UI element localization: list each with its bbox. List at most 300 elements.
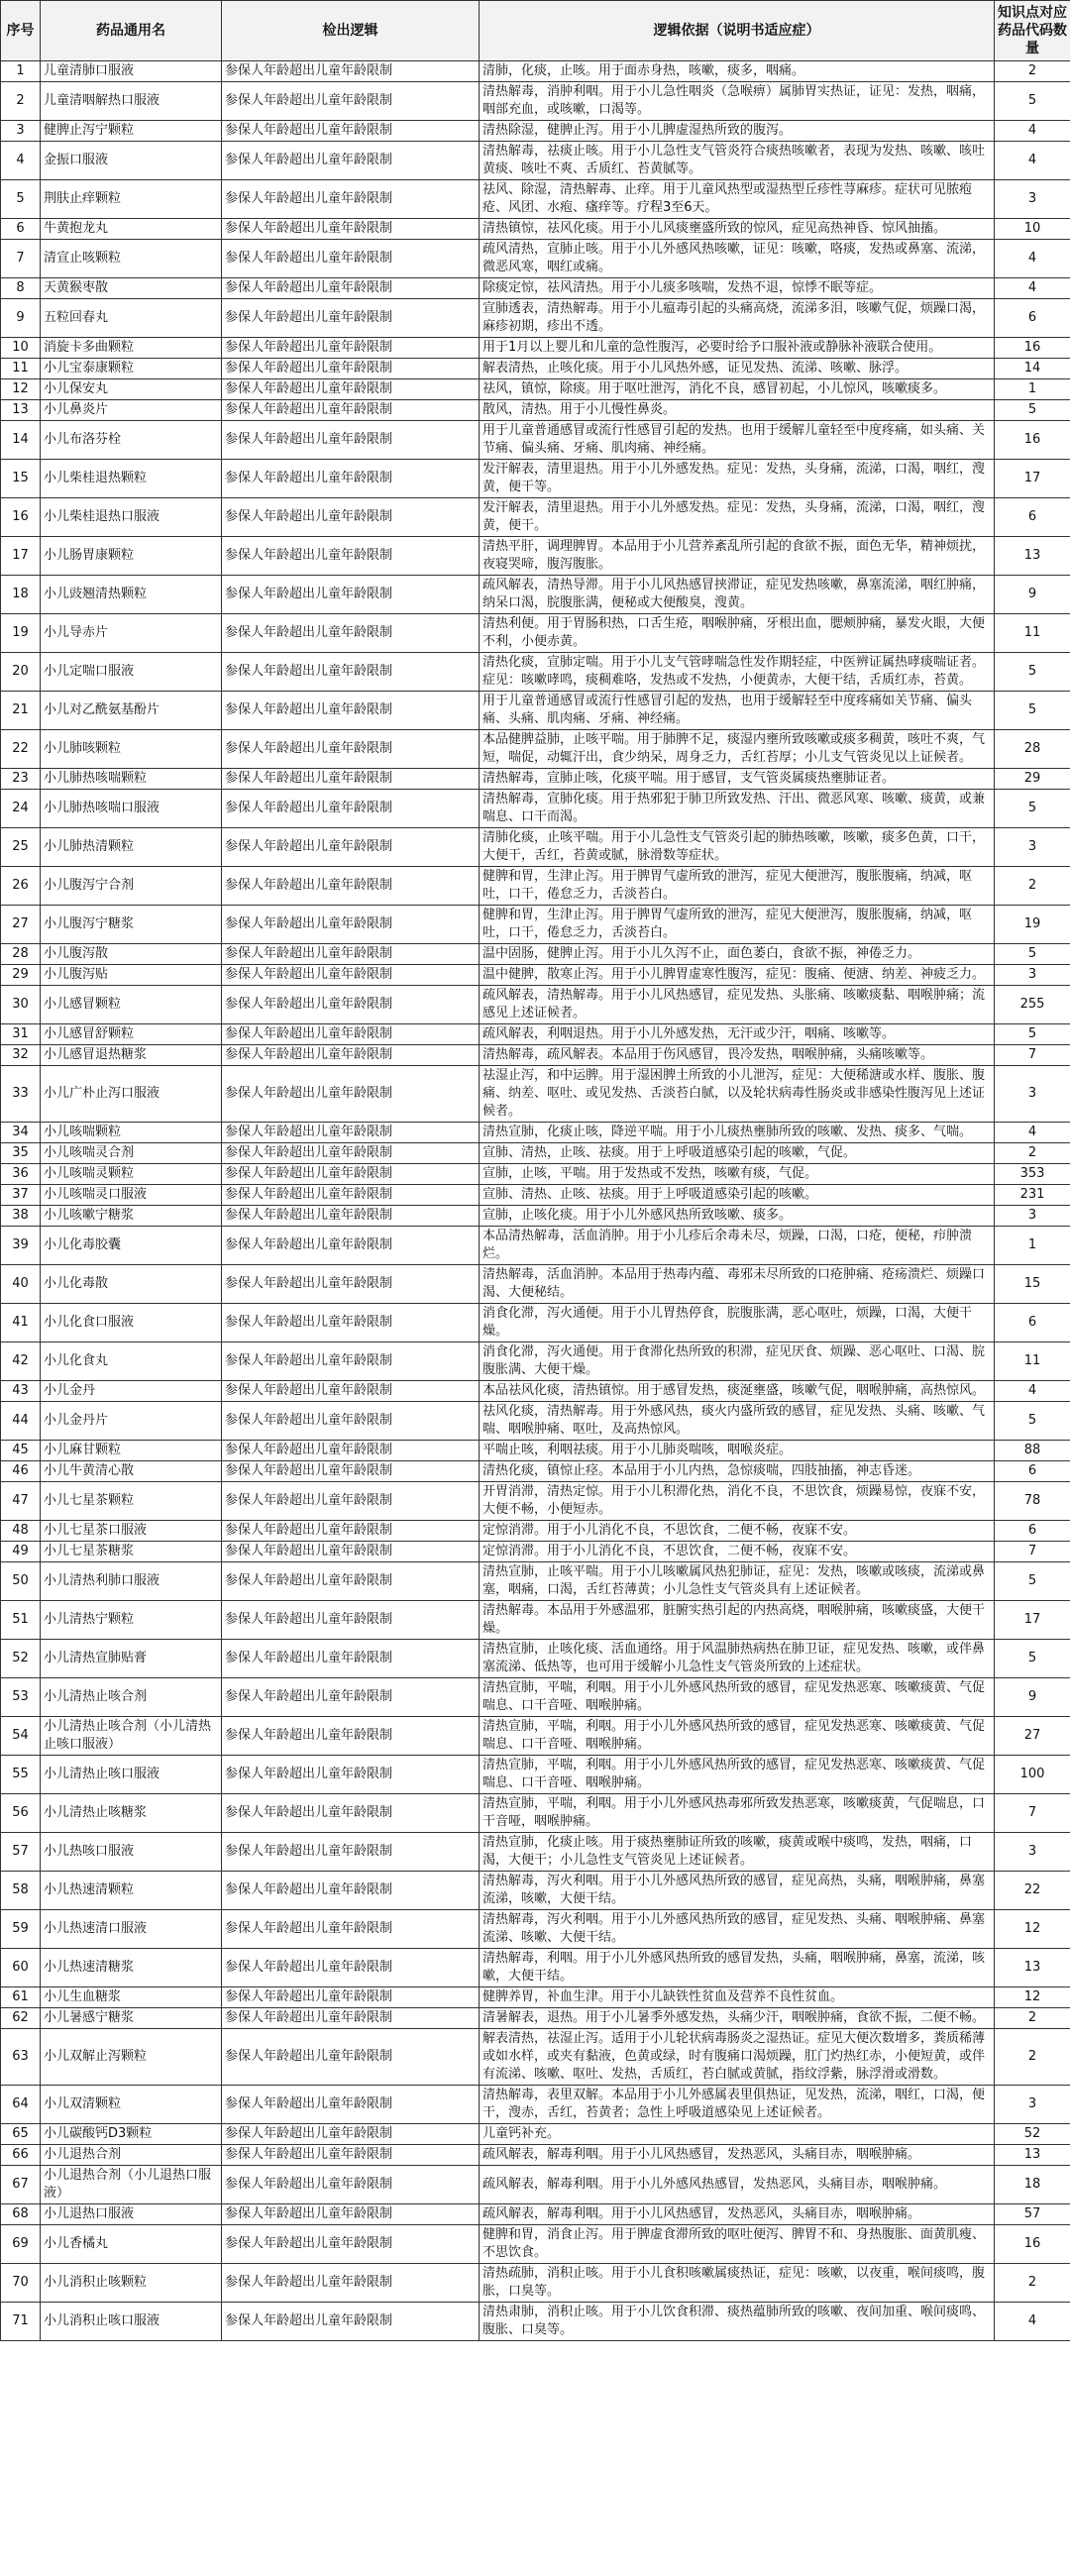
- cell-detection-logic: 参保人年龄超出儿童年龄限制: [222, 2008, 480, 2029]
- cell-code-count: 9: [995, 576, 1070, 614]
- cell-logic-basis: 本品祛风化痰，清热镇惊。用于感冒发热，痰涎壅盛，咳嗽气促，咽喉肿痛，高热惊风。: [480, 1381, 995, 1402]
- cell-no: 16: [1, 498, 41, 537]
- cell-detection-logic: 参保人年龄超出儿童年龄限制: [222, 1402, 480, 1441]
- cell-code-count: 6: [995, 1521, 1070, 1542]
- cell-code-count: 6: [995, 299, 1070, 338]
- cell-drug-name: 小儿七星茶颗粒: [41, 1482, 222, 1521]
- cell-drug-name: 小儿香橘丸: [41, 2225, 222, 2264]
- cell-detection-logic: 参保人年龄超出儿童年龄限制: [222, 944, 480, 965]
- cell-detection-logic: 参保人年龄超出儿童年龄限制: [222, 2225, 480, 2264]
- cell-drug-name: 小儿化毒胶囊: [41, 1227, 222, 1265]
- cell-detection-logic: 参保人年龄超出儿童年龄限制: [222, 867, 480, 906]
- cell-drug-name: 健脾止泻宁颗粒: [41, 121, 222, 142]
- cell-logic-basis: 清热解毒，祛痰止咳。用于小儿急性支气管炎符合痰热咳嗽者，表现为发热、咳嗽、咳吐黄痰、咳吐不爽、舌质红、苔黄腻等。: [480, 142, 995, 180]
- cell-drug-name: 小儿咳喘颗粒: [41, 1123, 222, 1143]
- cell-no: 56: [1, 1794, 41, 1833]
- cell-no: 34: [1, 1123, 41, 1143]
- cell-detection-logic: 参保人年龄超出儿童年龄限制: [222, 1304, 480, 1342]
- cell-drug-name: 小儿咳喘灵颗粒: [41, 1164, 222, 1185]
- cell-drug-name: 牛黄抱龙丸: [41, 219, 222, 240]
- cell-detection-logic: 参保人年龄超出儿童年龄限制: [222, 2145, 480, 2166]
- cell-code-count: 100: [995, 1756, 1070, 1794]
- table-row: [1, 1794, 1070, 1833]
- table-row: [1, 614, 1070, 653]
- table-row: [1, 2029, 1070, 2086]
- table-row: [1, 1949, 1070, 1987]
- cell-detection-logic: 参保人年龄超出儿童年龄限制: [222, 1185, 480, 1206]
- cell-code-count: 17: [995, 1601, 1070, 1640]
- cell-logic-basis: 宣肺、清热，止咳、祛痰。用于上呼吸道感染引起的咳嗽，气促。: [480, 1143, 995, 1164]
- table-row: [1, 1123, 1070, 1143]
- cell-code-count: 5: [995, 692, 1070, 730]
- cell-no: 44: [1, 1402, 41, 1441]
- cell-no: 35: [1, 1143, 41, 1164]
- table-row: [1, 1441, 1070, 1461]
- cell-detection-logic: 参保人年龄超出儿童年龄限制: [222, 1265, 480, 1304]
- cell-detection-logic: 参保人年龄超出儿童年龄限制: [222, 730, 480, 769]
- cell-code-count: 78: [995, 1482, 1070, 1521]
- cell-logic-basis: 宣肺、清热、止咳、祛痰。用于上呼吸道感染引起的咳嗽。: [480, 1185, 995, 1206]
- cell-drug-name: 小儿清热利肺口服液: [41, 1562, 222, 1601]
- table-row: [1, 2204, 1070, 2225]
- cell-logic-basis: 宣肺，止咳，平喘。用于发热或不发热，咳嗽有痰，气促。: [480, 1164, 995, 1185]
- cell-no: 48: [1, 1521, 41, 1542]
- cell-code-count: 6: [995, 498, 1070, 537]
- cell-logic-basis: 清热宣肺，平喘，利咽。用于小儿外感风热所致的感冒，症见发热恶寒、咳嗽痰黄、气促喘息、口干音哑、咽喉肿痛。: [480, 1756, 995, 1794]
- cell-drug-name: 荆肤止痒颗粒: [41, 180, 222, 219]
- cell-logic-basis: 健脾和胃，生津止泻。用于脾胃气虚所致的泄泻，症见大便泄泻，腹胀腹痛，纳减，呕吐，口干，倦怠乏力，舌淡苔白。: [480, 906, 995, 944]
- cell-code-count: 6: [995, 1461, 1070, 1482]
- table-row: [1, 1717, 1070, 1756]
- cell-detection-logic: 参保人年龄超出儿童年龄限制: [222, 1441, 480, 1461]
- table-row: [1, 1143, 1070, 1164]
- cell-code-count: 3: [995, 2086, 1070, 2124]
- cell-logic-basis: 宣肺透表，清热解毒。用于小儿瘟毒引起的头痛高烧，流涕多泪，咳嗽气促，烦躁口渴，麻疹初期，疹出不透。: [480, 299, 995, 338]
- cell-detection-logic: 参保人年龄超出儿童年龄限制: [222, 359, 480, 379]
- cell-no: 22: [1, 730, 41, 769]
- cell-code-count: 3: [995, 180, 1070, 219]
- cell-detection-logic: 参保人年龄超出儿童年龄限制: [222, 379, 480, 400]
- cell-drug-name: 小儿柴桂退热颗粒: [41, 460, 222, 498]
- cell-logic-basis: 清热宣肺，平喘，利咽。用于小儿外感风热所致的感冒，症见发热恶寒、咳嗽痰黄、气促喘息、口干音哑、咽喉肿痛。: [480, 1678, 995, 1717]
- cell-code-count: 2: [995, 61, 1070, 82]
- cell-drug-name: 小儿广朴止泻口服液: [41, 1066, 222, 1123]
- cell-code-count: 255: [995, 986, 1070, 1024]
- cell-detection-logic: 参保人年龄超出儿童年龄限制: [222, 400, 480, 421]
- cell-code-count: 5: [995, 400, 1070, 421]
- cell-logic-basis: 本品健脾益肺，止咳平喘。用于肺脾不足，痰湿内壅所致咳嗽或痰多稠黄，咳吐不爽，气短，喘促，动辄汗出，食少纳呆，周身乏力，舌红苔厚；小儿支气管炎见以上证候者。: [480, 730, 995, 769]
- cell-drug-name: 金振口服液: [41, 142, 222, 180]
- cell-detection-logic: 参保人年龄超出儿童年龄限制: [222, 576, 480, 614]
- cell-detection-logic: 参保人年龄超出儿童年龄限制: [222, 121, 480, 142]
- cell-logic-basis: 温中固肠，健脾止泻。用于小儿久泻不止，面色萎白，食欲不振，神倦乏力。: [480, 944, 995, 965]
- cell-drug-name: 小儿肺热清颗粒: [41, 828, 222, 867]
- cell-drug-name: 小儿肺热咳喘口服液: [41, 790, 222, 828]
- cell-no: 30: [1, 986, 41, 1024]
- table-row: [1, 1833, 1070, 1872]
- cell-logic-basis: 祛风，镇惊，除痰。用于呕吐泄泻，消化不良，感冒初起，小儿惊风，咳嗽痰多。: [480, 379, 995, 400]
- cell-drug-name: 小儿化食丸: [41, 1342, 222, 1381]
- cell-detection-logic: 参保人年龄超出儿童年龄限制: [222, 790, 480, 828]
- cell-detection-logic: 参保人年龄超出儿童年龄限制: [222, 2264, 480, 2303]
- cell-detection-logic: 参保人年龄超出儿童年龄限制: [222, 1562, 480, 1601]
- header-drug-name: 药品通用名: [41, 1, 222, 61]
- table-row: [1, 2225, 1070, 2264]
- cell-code-count: 3: [995, 1206, 1070, 1227]
- cell-logic-basis: 清肺，化痰，止咳。用于面赤身热，咳嗽，痰多，咽痛。: [480, 61, 995, 82]
- table-row: [1, 1381, 1070, 1402]
- cell-no: 39: [1, 1227, 41, 1265]
- cell-no: 14: [1, 421, 41, 460]
- cell-code-count: 13: [995, 2145, 1070, 2166]
- table-row: [1, 1206, 1070, 1227]
- table-row: [1, 1542, 1070, 1562]
- cell-logic-basis: 定惊消滞。用于小儿消化不良，不思饮食，二便不畅，夜寐不安。: [480, 1542, 995, 1562]
- cell-logic-basis: 疏风解表，解毒利咽。用于小儿风热感冒，发热恶风，头痛目赤，咽喉肿痛。: [480, 2204, 995, 2225]
- table-row: [1, 1987, 1070, 2008]
- cell-detection-logic: 参保人年龄超出儿童年龄限制: [222, 1521, 480, 1542]
- cell-detection-logic: 参保人年龄超出儿童年龄限制: [222, 986, 480, 1024]
- cell-drug-name: 小儿腹泻散: [41, 944, 222, 965]
- cell-no: 71: [1, 2303, 41, 2341]
- cell-code-count: 12: [995, 1987, 1070, 2008]
- table-row: [1, 180, 1070, 219]
- cell-detection-logic: 参保人年龄超出儿童年龄限制: [222, 2029, 480, 2086]
- cell-drug-name: 小儿布洛芬栓: [41, 421, 222, 460]
- cell-logic-basis: 清热宣肺，化痰止咳，降逆平喘。用于小儿痰热壅肺所致的咳嗽、发热、痰多、气喘。: [480, 1123, 995, 1143]
- table-row: [1, 1562, 1070, 1601]
- table-row: [1, 2166, 1070, 2204]
- table-row: [1, 1601, 1070, 1640]
- cell-drug-name: 小儿清热宁颗粒: [41, 1601, 222, 1640]
- cell-code-count: 4: [995, 121, 1070, 142]
- cell-logic-basis: 清热宣肺，平喘，利咽。用于小儿外感风热毒邪所致发热恶寒，咳嗽痰黄，气促喘息，口干音哑，咽喉肿痛。: [480, 1794, 995, 1833]
- cell-drug-name: 小儿七星茶口服液: [41, 1521, 222, 1542]
- table-row: [1, 1482, 1070, 1521]
- cell-code-count: 13: [995, 1949, 1070, 1987]
- cell-no: 15: [1, 460, 41, 498]
- cell-code-count: 2: [995, 1143, 1070, 1164]
- cell-logic-basis: 祛湿止泻，和中运脾。用于湿困脾土所致的小儿泄泻，症见：大便稀溏或水样、腹胀、腹痛、纳差、呕吐、或见发热、舌淡苔白腻，以及轮状病毒性肠炎或非感染性腹泻见上述证候者。: [480, 1066, 995, 1123]
- cell-code-count: 5: [995, 653, 1070, 692]
- table-row: [1, 1461, 1070, 1482]
- cell-logic-basis: 清热镇惊，祛风化痰。用于小儿风痰壅盛所致的惊风，症见高热神昏、惊风抽搐。: [480, 219, 995, 240]
- cell-logic-basis: 清热化痰，镇惊止痉。本品用于小儿内热，急惊痰喘，四肢抽搐，神志昏迷。: [480, 1461, 995, 1482]
- table-row: [1, 1164, 1070, 1185]
- cell-detection-logic: 参保人年龄超出儿童年龄限制: [222, 1949, 480, 1987]
- cell-logic-basis: 用于儿童普通感冒或流行性感冒引起的发热，也用于缓解轻至中度疼痛如关节痛、偏头痛、头痛、肌肉痛、牙痛、神经痛。: [480, 692, 995, 730]
- cell-code-count: 88: [995, 1441, 1070, 1461]
- table-row: [1, 1304, 1070, 1342]
- cell-detection-logic: 参保人年龄超出儿童年龄限制: [222, 1461, 480, 1482]
- cell-no: 42: [1, 1342, 41, 1381]
- cell-no: 18: [1, 576, 41, 614]
- cell-drug-name: 小儿腹泻宁糖浆: [41, 906, 222, 944]
- cell-no: 63: [1, 2029, 41, 2086]
- table-row: [1, 1678, 1070, 1717]
- cell-code-count: 4: [995, 142, 1070, 180]
- cell-logic-basis: 清热解毒，疏风解表。本品用于伤风感冒，畏冷发热，咽喉肿痛，头痛咳嗽等。: [480, 1045, 995, 1066]
- cell-logic-basis: 发汗解表，清里退热。用于小儿外感发热。症见：发热，头身痛，流涕，口渴，咽红，溲黄，便干等。: [480, 460, 995, 498]
- cell-drug-name: 小儿肠胃康颗粒: [41, 537, 222, 576]
- cell-no: 70: [1, 2264, 41, 2303]
- cell-code-count: 27: [995, 1717, 1070, 1756]
- cell-drug-name: 儿童清肺口服液: [41, 61, 222, 82]
- cell-no: 9: [1, 299, 41, 338]
- cell-logic-basis: 清热宣肺，平喘，利咽。用于小儿外感风热所致的感冒，症见发热恶寒、咳嗽痰黄、气促喘息、口干音哑、咽喉肿痛。: [480, 1717, 995, 1756]
- cell-logic-basis: 清热宣肺，止咳平喘。用于小儿咳嗽属风热犯肺证，症见：发热，咳嗽或咳痰，流涕或鼻塞，咽痛，口渴，舌红苔薄黄；小儿急性支气管炎具有上述证候者。: [480, 1562, 995, 1601]
- cell-detection-logic: 参保人年龄超出儿童年龄限制: [222, 965, 480, 986]
- table-row: [1, 2303, 1070, 2341]
- cell-logic-basis: 发汗解表，清里退热。用于小儿外感发热。症见：发热，头身痛，流涕，口渴，咽红，溲黄，便干。: [480, 498, 995, 537]
- cell-drug-name: 小儿肺咳颗粒: [41, 730, 222, 769]
- cell-detection-logic: 参保人年龄超出儿童年龄限制: [222, 2086, 480, 2124]
- cell-drug-name: 五粒回春丸: [41, 299, 222, 338]
- cell-no: 64: [1, 2086, 41, 2124]
- cell-detection-logic: 参保人年龄超出儿童年龄限制: [222, 1482, 480, 1521]
- cell-logic-basis: 疏风解表，解毒利咽。用于小儿风热感冒，发热恶风，头痛目赤，咽喉肿痛。: [480, 2145, 995, 2166]
- table-row: [1, 576, 1070, 614]
- table-row: [1, 2145, 1070, 2166]
- table-row: [1, 906, 1070, 944]
- cell-no: 24: [1, 790, 41, 828]
- cell-detection-logic: 参保人年龄超出儿童年龄限制: [222, 299, 480, 338]
- table-row: [1, 1342, 1070, 1381]
- cell-code-count: 2: [995, 2029, 1070, 2086]
- cell-code-count: 3: [995, 1833, 1070, 1872]
- cell-code-count: 19: [995, 906, 1070, 944]
- cell-no: 2: [1, 82, 41, 121]
- table-row: [1, 2264, 1070, 2303]
- cell-logic-basis: 清热解毒，表里双解。本品用于小儿外感属表里俱热证，见发热，流涕，咽红，口渴，便干，溲赤，舌红，苔黄者；急性上呼吸道感染见上述证候者。: [480, 2086, 995, 2124]
- cell-logic-basis: 清热解毒，消肿利咽。用于小儿急性咽炎（急喉痹）属肺胃实热证，证见：发热，咽痛，咽部充血，或咳嗽，口渴等。: [480, 82, 995, 121]
- cell-logic-basis: 清暑解表，退热。用于小儿暑季外感发热，头痛少汗，咽喉肿痛，食欲不振，二便不畅。: [480, 2008, 995, 2029]
- cell-no: 13: [1, 400, 41, 421]
- cell-drug-name: 小儿热速清颗粒: [41, 1872, 222, 1910]
- cell-drug-name: 小儿腹泻宁合剂: [41, 867, 222, 906]
- cell-no: 38: [1, 1206, 41, 1227]
- cell-drug-name: 小儿定喘口服液: [41, 653, 222, 692]
- cell-detection-logic: 参保人年龄超出儿童年龄限制: [222, 1640, 480, 1678]
- cell-drug-name: 小儿金丹: [41, 1381, 222, 1402]
- table-row: [1, 692, 1070, 730]
- cell-no: 33: [1, 1066, 41, 1123]
- cell-detection-logic: 参保人年龄超出儿童年龄限制: [222, 498, 480, 537]
- cell-code-count: 4: [995, 1123, 1070, 1143]
- table-row: [1, 498, 1070, 537]
- cell-no: 5: [1, 180, 41, 219]
- table-row: [1, 379, 1070, 400]
- cell-drug-name: 小儿肺热咳喘颗粒: [41, 769, 222, 790]
- cell-logic-basis: 用于儿童普通感冒或流行性感冒引起的发热。也用于缓解儿童轻至中度疼痛，如头痛、关节痛、偏头痛、牙痛、肌肉痛、神经痛。: [480, 421, 995, 460]
- cell-detection-logic: 参保人年龄超出儿童年龄限制: [222, 1910, 480, 1949]
- cell-detection-logic: 参保人年龄超出儿童年龄限制: [222, 1164, 480, 1185]
- cell-logic-basis: 平喘止咳，利咽祛痰。用于小儿肺炎喘咳，咽喉炎症。: [480, 1441, 995, 1461]
- cell-code-count: 6: [995, 1304, 1070, 1342]
- table-row: [1, 1640, 1070, 1678]
- cell-no: 4: [1, 142, 41, 180]
- cell-code-count: 4: [995, 240, 1070, 278]
- cell-detection-logic: 参保人年龄超出儿童年龄限制: [222, 1601, 480, 1640]
- cell-code-count: 5: [995, 1640, 1070, 1678]
- cell-logic-basis: 健脾和胃，消食止泻。用于脾虚食滞所致的呕吐便泻、脾胃不和、身热腹胀、面黄肌瘦、不思饮食。: [480, 2225, 995, 2264]
- cell-code-count: 2: [995, 2264, 1070, 2303]
- table-row: [1, 1872, 1070, 1910]
- cell-logic-basis: 消食化滞，泻火通便。用于食滞化热所致的积滞，症见厌食、烦躁、恶心呕吐、口渴、脘腹胀满、大便干燥。: [480, 1342, 995, 1381]
- cell-drug-name: 小儿清热止咳合剂（小儿清热止咳口服液）: [41, 1717, 222, 1756]
- cell-drug-name: 小儿退热口服液: [41, 2204, 222, 2225]
- cell-drug-name: 小儿咳喘灵口服液: [41, 1185, 222, 1206]
- table-row: [1, 1066, 1070, 1123]
- cell-detection-logic: 参保人年龄超出儿童年龄限制: [222, 537, 480, 576]
- cell-no: 45: [1, 1441, 41, 1461]
- cell-code-count: 2: [995, 2008, 1070, 2029]
- cell-logic-basis: 散风，清热。用于小儿慢性鼻炎。: [480, 400, 995, 421]
- cell-logic-basis: 疏风清热，宣肺止咳。用于小儿外感风热咳嗽，证见：咳嗽，咯痰，发热或鼻塞、流涕，微恶风寒，咽红或痛。: [480, 240, 995, 278]
- cell-code-count: 1: [995, 1227, 1070, 1265]
- cell-logic-basis: 祛风、除湿，清热解毒、止痒。用于儿童风热型或湿热型丘疹性荨麻疹。症状可见脓疱疮、风团、水疱、瘙痒等。疗程3至6天。: [480, 180, 995, 219]
- cell-detection-logic: 参保人年龄超出儿童年龄限制: [222, 1717, 480, 1756]
- cell-code-count: 5: [995, 944, 1070, 965]
- cell-no: 49: [1, 1542, 41, 1562]
- cell-no: 41: [1, 1304, 41, 1342]
- cell-no: 65: [1, 2124, 41, 2145]
- cell-detection-logic: 参保人年龄超出儿童年龄限制: [222, 614, 480, 653]
- cell-logic-basis: 清热宣肺，止咳化痰、活血通络。用于风温肺热病热在肺卫证，症见发热、咳嗽，或伴鼻塞流涕、低热等，也可用于缓解小儿急性支气管炎所致的上述症状。: [480, 1640, 995, 1678]
- table-row: [1, 1756, 1070, 1794]
- cell-code-count: 7: [995, 1794, 1070, 1833]
- cell-code-count: 231: [995, 1185, 1070, 1206]
- cell-detection-logic: 参保人年龄超出儿童年龄限制: [222, 2166, 480, 2204]
- cell-no: 25: [1, 828, 41, 867]
- cell-no: 3: [1, 121, 41, 142]
- cell-logic-basis: 清热解毒。本品用于外感温邪，脏腑实热引起的内热高烧，咽喉肿痛，咳嗽痰盛，大便干燥。: [480, 1601, 995, 1640]
- cell-detection-logic: 参保人年龄超出儿童年龄限制: [222, 769, 480, 790]
- cell-drug-name: 小儿咳喘灵合剂: [41, 1143, 222, 1164]
- table-row: [1, 400, 1070, 421]
- cell-code-count: 16: [995, 338, 1070, 359]
- cell-detection-logic: 参保人年龄超出儿童年龄限制: [222, 1123, 480, 1143]
- cell-code-count: 12: [995, 1910, 1070, 1949]
- cell-code-count: 29: [995, 769, 1070, 790]
- table-row: [1, 1402, 1070, 1441]
- cell-no: 21: [1, 692, 41, 730]
- cell-drug-name: 小儿清热止咳口服液: [41, 1756, 222, 1794]
- cell-no: 31: [1, 1024, 41, 1045]
- cell-detection-logic: 参保人年龄超出儿童年龄限制: [222, 1024, 480, 1045]
- cell-logic-basis: 疏风解表，清热解毒。用于小儿风热感冒，症见发热、头胀痛、咳嗽痰黏、咽喉肿痛；流感见上述证候者。: [480, 986, 995, 1024]
- table-row: [1, 1910, 1070, 1949]
- cell-drug-name: 小儿碳酸钙D3颗粒: [41, 2124, 222, 2145]
- table-row: [1, 2124, 1070, 2145]
- cell-code-count: 3: [995, 828, 1070, 867]
- cell-logic-basis: 疏风解表，清热导滞。用于小儿风热感冒挟滞证，症见发热咳嗽，鼻塞流涕，咽红肿痛，纳呆口渴，脘腹胀满，便秘或大便酸臭，溲黄。: [480, 576, 995, 614]
- cell-code-count: 3: [995, 965, 1070, 986]
- cell-detection-logic: 参保人年龄超出儿童年龄限制: [222, 2204, 480, 2225]
- cell-no: 51: [1, 1601, 41, 1640]
- cell-drug-name: 小儿清热止咳糖浆: [41, 1794, 222, 1833]
- cell-no: 62: [1, 2008, 41, 2029]
- cell-drug-name: 小儿热速清糖浆: [41, 1949, 222, 1987]
- table-row: [1, 730, 1070, 769]
- cell-code-count: 1: [995, 379, 1070, 400]
- cell-code-count: 9: [995, 1678, 1070, 1717]
- cell-detection-logic: 参保人年龄超出儿童年龄限制: [222, 828, 480, 867]
- cell-code-count: 16: [995, 421, 1070, 460]
- cell-drug-name: 小儿暑感宁糖浆: [41, 2008, 222, 2029]
- cell-drug-name: 小儿退热合剂（小儿退热口服液）: [41, 2166, 222, 2204]
- cell-drug-name: 小儿宝泰康颗粒: [41, 359, 222, 379]
- cell-detection-logic: 参保人年龄超出儿童年龄限制: [222, 1872, 480, 1910]
- cell-logic-basis: 祛风化痰，清热解毒。用于外感风热，痰火内盛所致的感冒，症见发热、头痛、咳嗽、气喘、咽喉肿痛、呕吐，及高热惊风。: [480, 1402, 995, 1441]
- cell-code-count: 353: [995, 1164, 1070, 1185]
- cell-drug-name: 小儿清热宣肺贴膏: [41, 1640, 222, 1678]
- cell-drug-name: 小儿腹泻贴: [41, 965, 222, 986]
- cell-drug-name: 小儿导赤片: [41, 614, 222, 653]
- cell-logic-basis: 清热除湿，健脾止泻。用于小儿脾虚湿热所致的腹泻。: [480, 121, 995, 142]
- cell-drug-name: 小儿感冒退热糖浆: [41, 1045, 222, 1066]
- cell-detection-logic: 参保人年龄超出儿童年龄限制: [222, 1833, 480, 1872]
- cell-no: 58: [1, 1872, 41, 1910]
- table-row: [1, 537, 1070, 576]
- table-row: [1, 299, 1070, 338]
- cell-no: 26: [1, 867, 41, 906]
- cell-logic-basis: 清热宣肺，化痰止咳。用于痰热壅肺证所致的咳嗽，痰黄或喉中痰鸣，发热，咽痛，口渴，大便干；小儿急性支气管炎见上述证候者。: [480, 1833, 995, 1872]
- cell-logic-basis: 健脾养胃，补血生津。用于小儿缺铁性贫血及营养不良性贫血。: [480, 1987, 995, 2008]
- table-row: [1, 219, 1070, 240]
- table-row: [1, 790, 1070, 828]
- cell-logic-basis: 清热肃肺，消积止咳。用于小儿饮食积滞、痰热蕴肺所致的咳嗽、夜间加重、喉间痰鸣、腹胀、口臭等。: [480, 2303, 995, 2341]
- table-row: [1, 2086, 1070, 2124]
- cell-drug-name: 小儿咳嗽宁糖浆: [41, 1206, 222, 1227]
- cell-detection-logic: 参保人年龄超出儿童年龄限制: [222, 219, 480, 240]
- cell-detection-logic: 参保人年龄超出儿童年龄限制: [222, 142, 480, 180]
- cell-logic-basis: 解表清热，止咳化痰。用于小儿风热外感，证见发热、流涕、咳嗽、脉浮。: [480, 359, 995, 379]
- cell-drug-name: 小儿清热止咳合剂: [41, 1678, 222, 1717]
- cell-no: 27: [1, 906, 41, 944]
- table-row: [1, 828, 1070, 867]
- cell-detection-logic: 参保人年龄超出儿童年龄限制: [222, 1066, 480, 1123]
- cell-logic-basis: 解表清热，祛湿止泻。适用于小儿轮状病毒肠炎之湿热证。症见大便次数增多，粪质稀薄或如水样，或夹有黏液，色黄或绿，时有腹痛口渴烦躁，肛门灼热红赤，小便短黄，或伴有流涕、咳嗽、呕吐、发热，舌质红，苔白腻或黄腻，指纹浮紫，脉浮滑或滑数。: [480, 2029, 995, 2086]
- cell-code-count: 7: [995, 1542, 1070, 1562]
- cell-logic-basis: 清热疏肺，消积止咳。用于小儿食积咳嗽属痰热证，症见：咳嗽，以夜重，喉间痰鸣，腹胀，口臭等。: [480, 2264, 995, 2303]
- cell-code-count: 10: [995, 219, 1070, 240]
- cell-no: 47: [1, 1482, 41, 1521]
- cell-logic-basis: 温中健脾，散寒止泻。用于小儿脾胃虚寒性腹泻，症见：腹痛、便溏、纳差、神疲乏力。: [480, 965, 995, 986]
- table-row: [1, 944, 1070, 965]
- cell-no: 54: [1, 1717, 41, 1756]
- cell-no: 20: [1, 653, 41, 692]
- cell-logic-basis: 消食化滞，泻火通便。用于小儿胃热停食，脘腹胀满，恶心呕吐，烦躁，口渴，大便干燥。: [480, 1304, 995, 1342]
- cell-no: 6: [1, 219, 41, 240]
- cell-drug-name: 小儿牛黄清心散: [41, 1461, 222, 1482]
- table-row: [1, 142, 1070, 180]
- cell-drug-name: 清宣止咳颗粒: [41, 240, 222, 278]
- table-row: [1, 2008, 1070, 2029]
- cell-code-count: 16: [995, 2225, 1070, 2264]
- table-header-row: [1, 1, 1070, 61]
- cell-detection-logic: 参保人年龄超出儿童年龄限制: [222, 61, 480, 82]
- table-row: [1, 1024, 1070, 1045]
- cell-no: 68: [1, 2204, 41, 2225]
- cell-logic-basis: 疏风解表，解毒利咽。用于小儿外感风热感冒，发热恶风，头痛目赤，咽喉肿痛。: [480, 2166, 995, 2204]
- cell-logic-basis: 清热解毒，泻火利咽。用于小儿外感风热所致的感冒，症见高热，头痛，咽喉肿痛，鼻塞流涕，咳嗽，大便干结。: [480, 1872, 995, 1910]
- cell-detection-logic: 参保人年龄超出儿童年龄限制: [222, 1206, 480, 1227]
- cell-detection-logic: 参保人年龄超出儿童年龄限制: [222, 180, 480, 219]
- cell-drug-name: 小儿保安丸: [41, 379, 222, 400]
- cell-logic-basis: 清热解毒，宣肺化痰。用于热邪犯于肺卫所致发热、汗出、微恶风寒、咳嗽、痰黄，或兼喘息、口干而渴。: [480, 790, 995, 828]
- cell-no: 8: [1, 278, 41, 299]
